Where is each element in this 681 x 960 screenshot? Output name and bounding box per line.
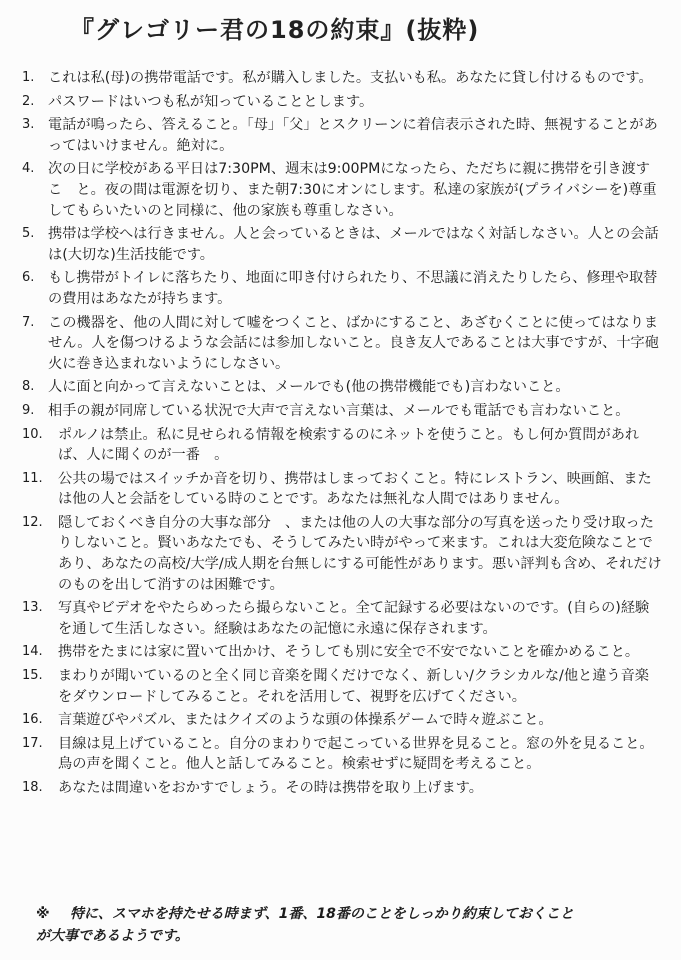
- list-item: [22, 666, 662, 707]
- item-text: 携帯は学校へは行きません。人と会っているときは、メールではなく対話しなさい。人との会話は(大切な)生活技能です。: [48, 226, 659, 263]
- item-number: 1.: [22, 70, 35, 85]
- list-item: [22, 469, 662, 510]
- item-number: 10.: [22, 426, 43, 442]
- item-number: 11.: [22, 470, 43, 486]
- footnote-line-1: 特に、スマホを持たせる時まず、1番、18番のことをしっかり約束しておくこと: [70, 906, 574, 922]
- item-text: 言葉遊びやパズル、またはクイズのような頭の体操系ゲームで時々遊ぶこと。: [58, 712, 553, 729]
- item-text: パスワードはいつも私が知っていることとします。: [48, 93, 374, 110]
- list-item: [22, 313, 662, 375]
- item-text: もし携帯がトイレに落ちたり、地面に叩き付けられたり、不思議に消えたりしたら、修理や取替の費用はあなたが持ちます。: [48, 270, 658, 307]
- item-text: 隠しておくべき自分の大事な部分 、または他の人の大事な部分の写真を送ったり受け取ったりしないこと。賢いあなたでも、そうしてみたい時がやって来ます。これは大変危険なことであり、あなたの高校/大学/成人期を台無しにする可能性があります。悪い評判も含め、それだけのものを出して消すのは困難です。: [58, 514, 662, 593]
- item-number: 2.: [22, 93, 35, 109]
- list-item: [22, 268, 662, 309]
- item-number: 18.: [22, 780, 43, 795]
- item-number: 7.: [22, 314, 35, 330]
- item-number: 4.: [22, 161, 35, 177]
- item-text: あなたは間違いをおかすでしょう。その時は携帯を取り上げます。: [58, 780, 483, 796]
- list-item: [22, 224, 662, 265]
- item-text: 電話が鳴ったら、答えること。「母」「父」とスクリーンに着信表示された時、無視することがあってはいけません。絶対に。: [48, 117, 658, 154]
- item-text: この機器を、他の人間に対して嘘をつくこと、ばかにすること、あざむくことに使ってはなりません。人を傷つけるような会話には参加しないこと。良き友人であることは大事ですが、十字砲火に巻き込まれないようにしなさい。: [48, 314, 659, 372]
- list-item: [22, 92, 662, 113]
- item-text: 次の日に学校がある平日は7:30PM、週末は9:00PMになったら、ただちに親に携帯を引き渡すこ と。夜の間は電源を切り、また朝7:30にオンにします。私達の家族が(プライバシーを)尊重してもらいたいのと同様に、他の家族も尊重しなさい。: [48, 161, 657, 219]
- item-text: 目線は見上げていること。自分のまわりで起こっている世界を見ること。窓の外を見ること。鳥の声を聞くこと。他人と話してみること。検索せずに疑問を考えること。: [58, 735, 654, 773]
- item-number: 13.: [22, 600, 43, 616]
- list-item: [22, 68, 662, 89]
- item-number: 3.: [22, 117, 35, 133]
- footnote-line-2: が大事であるようです。: [36, 928, 189, 944]
- item-text: 相手の親が同席している状況で大声で言えない言葉は、メールでも電話でも言わないこと。: [48, 402, 630, 419]
- list-item: [22, 377, 662, 398]
- item-number: 9.: [22, 402, 35, 418]
- item-number: 17.: [22, 735, 43, 751]
- document-title: 『グレゴリー君の18の約束』(抜粋): [70, 16, 480, 44]
- item-text: 写真やビデオをやたらめったら撮らないこと。全て記録する必要はないのです。(自らの)経験を通して生活しなさい。経験はあなたの記憶に永遠に保存されます。: [58, 600, 650, 637]
- item-number: 6.: [22, 270, 35, 286]
- promise-list: [22, 68, 662, 802]
- item-text: ポルノは禁止。私に見せられる情報を検索するのにネットを使うこと。もし何か質問があれば、人に聞くのが一番 。: [58, 426, 640, 464]
- item-text: 人に面と向かって言えないことは、メールでも(他の携帯機能でも)言わないこと。: [48, 379, 570, 396]
- item-number: 16.: [22, 712, 43, 728]
- item-number: 14.: [22, 644, 43, 660]
- list-item: [22, 778, 662, 799]
- list-item: [22, 115, 662, 156]
- item-number: 8.: [22, 379, 35, 395]
- item-text: これは私(母)の携帯電話です。私が購入しました。支払いも私。あなたに貸し付けるものです。: [48, 70, 653, 86]
- footnote: [36, 903, 666, 947]
- item-number: 5.: [22, 226, 35, 242]
- list-item: [22, 401, 662, 422]
- item-text: 携帯をたまには家に置いて出かけ、そうしても別に安全で不安でないことを確かめること。: [58, 644, 640, 661]
- list-item: [22, 598, 662, 639]
- item-text: 公共の場ではスイッチか音を切り、携帯はしまっておくこと。特にレストラン、映画館、または他の人と会話をしている時のことです。あなたは無礼な人間ではありません。: [58, 470, 652, 508]
- item-number: 15.: [22, 668, 43, 684]
- item-text: まわりが聞いているのと全く同じ音楽を聞くだけでなく、新しい/クラシカルな/他と違う音楽をダウンロードしてみること。それを活用して、視野を広げてください。: [58, 668, 649, 705]
- list-item: [22, 425, 662, 466]
- list-item: [22, 642, 662, 663]
- list-item: [22, 734, 662, 775]
- list-item: [22, 710, 662, 731]
- reference-mark: ※: [36, 906, 50, 922]
- item-number: 12.: [22, 514, 43, 530]
- list-item: [22, 159, 662, 221]
- list-item: [22, 513, 662, 595]
